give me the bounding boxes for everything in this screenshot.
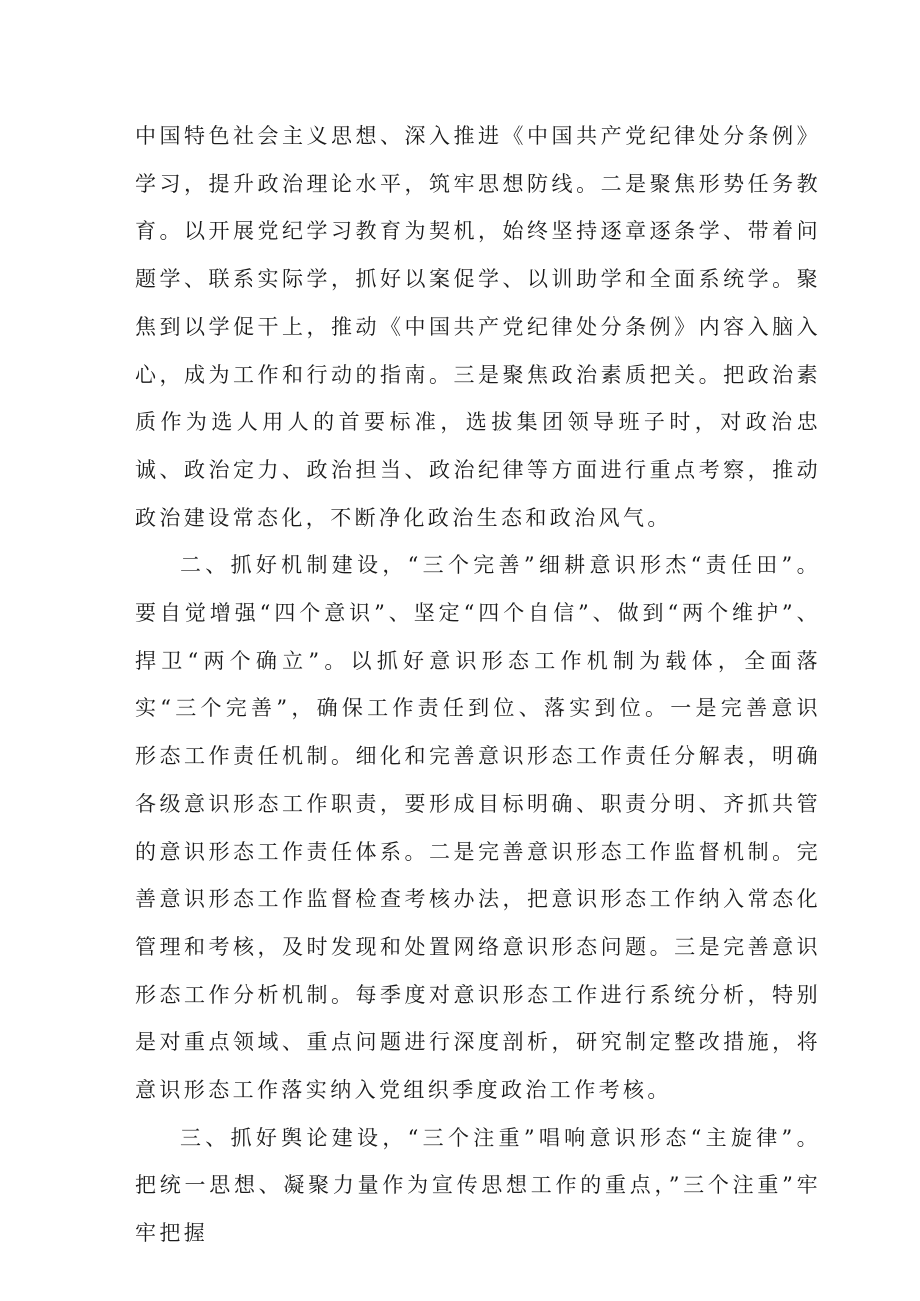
paragraph-section-two: 二、抓好机制建设，“三个完善”细耕意识形杰“责任田”。要自觉增强“四个意识”、坚定“四个自信”、做到“两个维护”、捍卫“两个确立”。以抓好意识形态工作机制为载体，全面落实“三个完善”，确保工作责任到位、落实到位。一是完善意识形态工作责任机制。细化和完善意识形态工作责任分解表，明确各级意识形态工作职责，要形成目标明确、职责分明、齐抓共管的意识形态工作责任体系。二是完善意识形态工作监督机制。完善意识形态工作监督检查考核办法，把意识形态工作纳入常态化管理和考核，及时发现和处置网络意识形态问题。三是完善意识形态工作分析机制。每季度对意识形态工作进行系统分析，特别是对重点领域、重点问题进行深度剖析，研究制定整改措施，将意识形态工作落实纳入党组织季度政治工作考核。 [135,553,821,1103]
paragraph-section-three: 三、抓好舆论建设，“三个注重”唱响意识形态“主旋律”。把统一思想、凝聚力量作为宣传思想工作的重点，”三个注重”牢牢把握 [135,1125,821,1246]
paragraph-continuation: 中国特色社会主义思想、深入推进《中国共产党纪律处分条例》学习，提升政治理论水平，筑牢思想防线。二是聚焦形势任务教育。以开展党纪学习教育为契机，始终坚持逐章逐条学、带着问题学、联系实际学，抓好以案促学、以训助学和全面系统学。聚焦到以学促干上，推动《中国共产党纪律处分条例》内容入脑入心，成为工作和行动的指南。三是聚焦政治素质把关。把政治素质作为选人用人的首要标准，选拔集团领导班子时，对政治忠诚、政治定力、政治担当、政治纪律等方面进行重点考察，推动政治建设常态化，不断净化政治生态和政治风气。 [135,124,821,530]
